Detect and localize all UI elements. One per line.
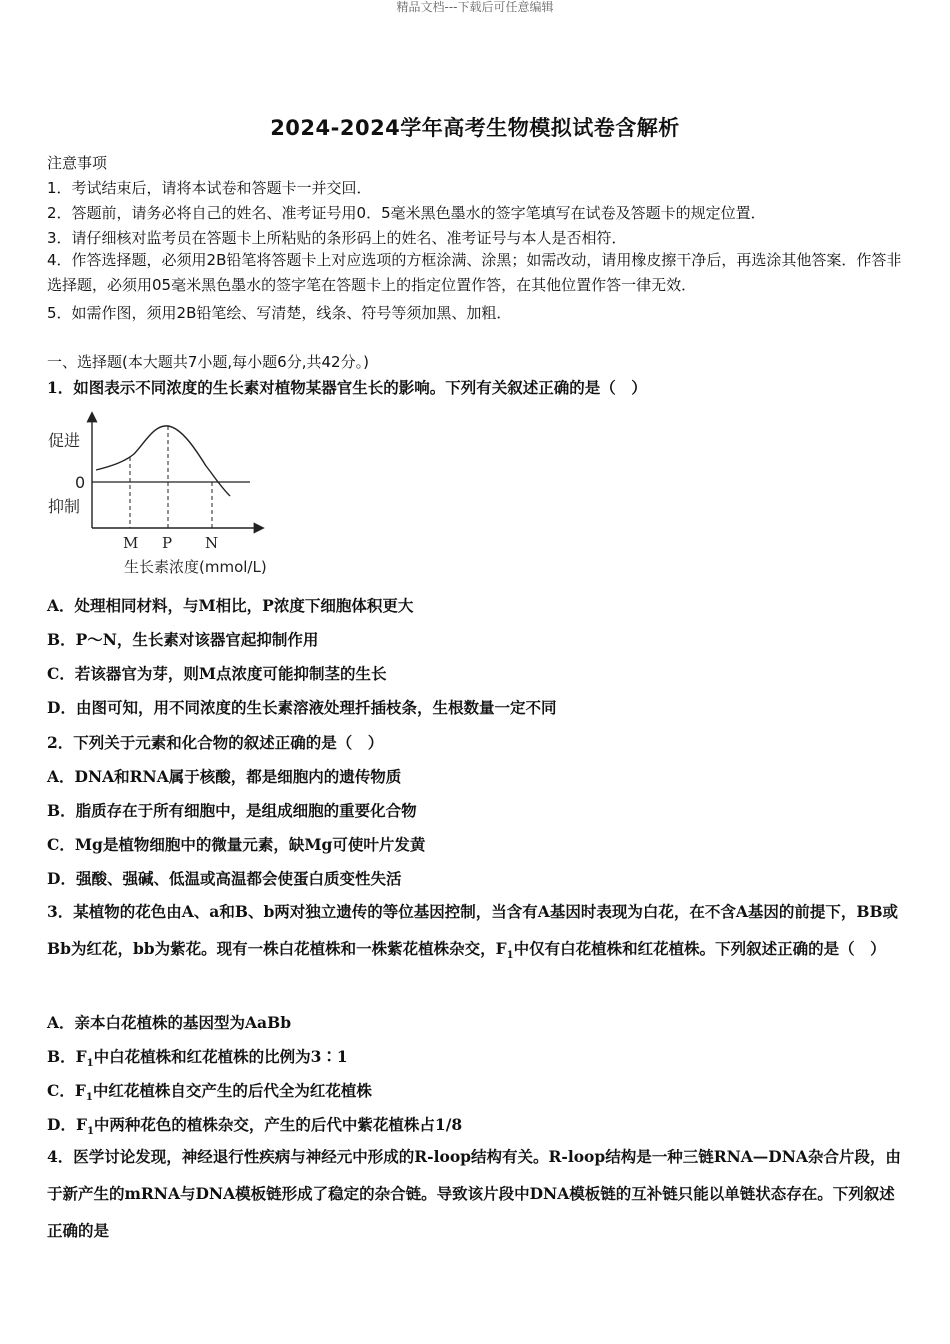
tick-label-m: M: [123, 534, 139, 552]
note-item: 5．如需作图，须用2B铅笔绘、写清楚，线条、符号等须加黑、加粗．: [47, 304, 512, 322]
y-label-zero: 0: [75, 473, 86, 492]
note-item: 4．作答选择题，必须用2B铅笔将答题卡上对应选项的方框涂满、涂黑；如需改动，请用橡皮擦干净后，再选涂其他答案．作答非选择题，必须用05毫米黑色墨水的签字笔在答题卡上的指定位置作答，在其他位置作答一律无效．: [47, 251, 902, 294]
page-title: 2024-2024学年高考生物模拟试卷含解析: [270, 116, 680, 140]
option-text: C．$F_1$中红花植株自交产生的后代全为红花植株: [47, 1081, 372, 1104]
notes-label: 注意事项: [47, 154, 108, 172]
response-curve: [96, 426, 230, 496]
note-item: 3．请仔细核对监考员在答题卡上所粘贴的条形码上的姓名、准考证号与本人是否相符．: [47, 229, 627, 247]
x-axis-label: 生长素浓度(mmol/L): [124, 558, 267, 576]
option-text: B．P～N，生长素对该器官起抑制作用: [47, 630, 319, 649]
watermark: 精品文档---下载后可任意编辑: [396, 0, 554, 14]
y-label-inhibit: 抑制: [48, 497, 81, 516]
option-text: A．处理相同材料，与M相比，P浓度下细胞体积更大: [47, 596, 414, 615]
option-text: B．$F_1$中白花植株和红花植株的比例为3∶1: [47, 1047, 348, 1070]
section-title: 一、选择题(本大题共7小题,每小题6分,共42分。): [47, 353, 369, 371]
auxin-chart: [40, 404, 310, 584]
option-text: A．DNA和RNA属于核酸，都是细胞内的遗传物质: [47, 767, 402, 786]
option-text: B．脂质存在于所有细胞中，是组成细胞的重要化合物: [47, 801, 417, 820]
option-text: D．由图可知，用不同浓度的生长素溶液处理扦插枝条，生根数量一定不同: [47, 698, 557, 717]
tick-label-n: N: [205, 534, 219, 552]
option-text: A．亲本白花植株的基因型为AaBb: [47, 1013, 292, 1032]
option-text: C．若该器官为芽，则M点浓度可能抑制茎的生长: [47, 664, 387, 683]
question-3-stem: 3．某植物的花色由A、a和B、b两对独立遗传的等位基因控制，当含有A基因时表现为白花，在不含A基因的前提下，BB或Bb为红花，bb为紫花。现有一株白花植株和一株紫花植株杂交，$F_1$中仅有白花植株和红花植株。下列叙述正确的是（ ）: [47, 902, 899, 962]
option-text: D．$F_1$中两种花色的植株杂交，产生的后代中紫花植株占1/8: [47, 1115, 463, 1138]
option-text: D．强酸、强碱、低温或高温都会使蛋白质变性失活: [47, 869, 402, 888]
question-1-stem: 1．如图表示不同浓度的生长素对植物某器官生长的影响。下列有关叙述正确的是（ ）: [47, 378, 647, 397]
question-4-stem: 4．医学讨论发现，神经退行性疾病与神经元中形成的R-loop结构有关。R-loop结构是一种三链RNA—DNA杂合片段，由于新产生的mRNA与DNA模板链形成了稳定的杂合链。导致该片段中DNA模板链的互补链只能以单链状态存在。下列叙述正确的是: [47, 1147, 901, 1240]
note-item: 1．考试结束后，请将本试卷和答题卡一并交回．: [47, 179, 372, 197]
note-item: 2．答题前，请务必将自己的姓名、准考证号用0．5毫米黑色墨水的签字笔填写在试卷及答题卡的规定位置．: [47, 204, 766, 222]
option-text: C．Mg是植物细胞中的微量元素，缺Mg可使叶片发黄: [47, 835, 426, 854]
question-2-stem: 2．下列关于元素和化合物的叙述正确的是（ ）: [47, 733, 384, 752]
y-label-promote: 促进: [48, 431, 81, 450]
tick-label-p: P: [162, 534, 173, 552]
